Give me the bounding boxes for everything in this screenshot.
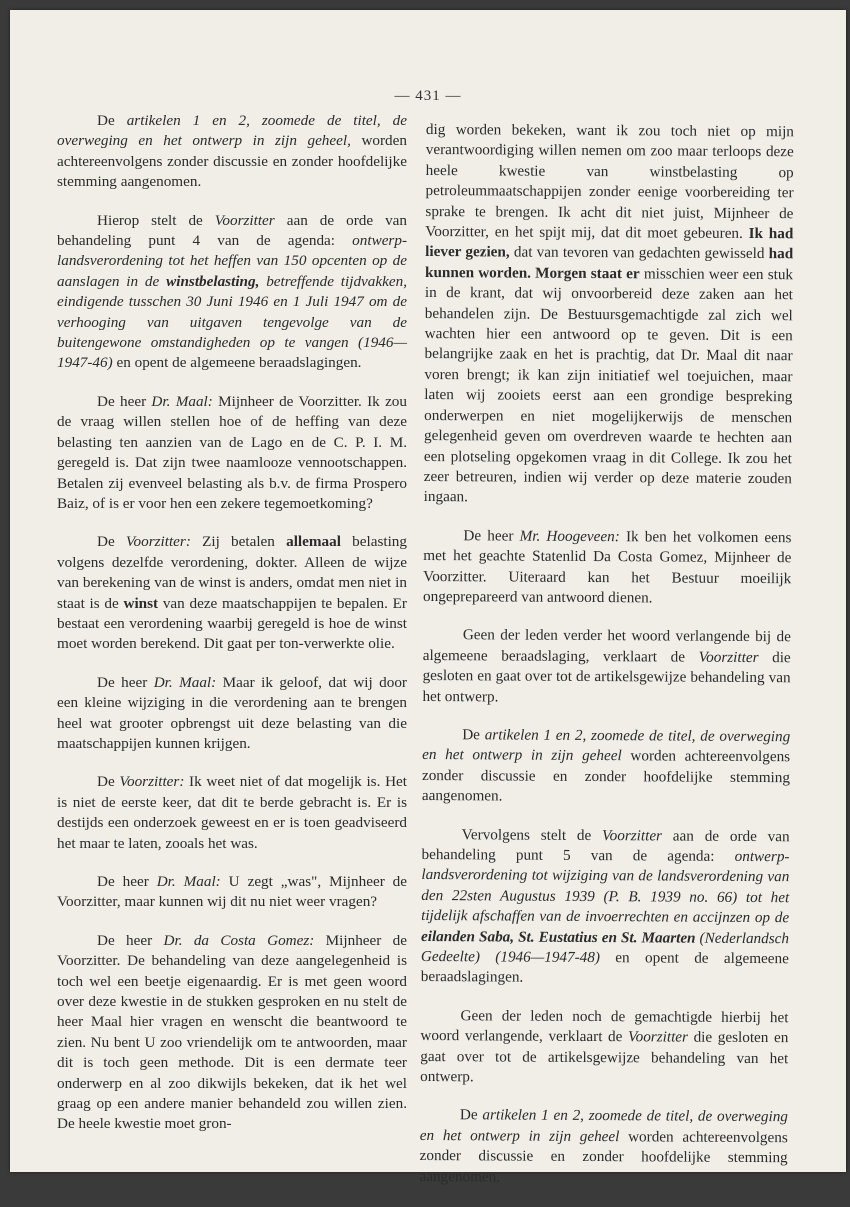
paragraph: Vervolgens stelt de Voorzitter aan de orde van behandeling punt 5 van de agenda: ontwerp-landsverordening tot wijziging van de landsverordening van den 22sten Augustus 1939 (P. B. 1939 no. 66) tot het tijdelijk afschaffen van de invoerrechten en accijnzen op de eilanden Saba, St. Eustatius en St. Maarten (Nederlandsch Gedeelte) (1946—1947-48) en opent de algemeene beraadslagingen. (420, 825, 790, 987)
paragraph: Geen der leden noch de gemachtigde hierbij het woord verlangende, verklaart de Voorzitter die gesloten en gaat over tot de artikelsgewijze behandeling van het ontwerp. (420, 1007, 789, 1086)
right-column (419, 120, 794, 1207)
paragraph: De heer Dr. da Costa Gomez: Mijnheer de Voorzitter. De behandeling van deze aangelegenheid is toch wel een beetje eigenaardig. Er is met geen woord over deze kwestie in de stukken gesproken en nu stelt de heer Maal hier vragen en wenscht die beantwoord te zien. Nu bent U zoo vriendelijk om te antwoorden, maar dit is toch geen methode. Dit is een dermate teer onderwerp en al zoo dikwijls bekeken, dat ik het wel graag op een andere manier behandeld zou willen zien. De heele kwestie moet gron- (57, 931, 407, 1133)
speaker-name: Dr. da Costa Gomez: (163, 931, 315, 949)
speaker-name: Dr. Maal: (156, 873, 221, 890)
speaker-name: Voorzitter (698, 648, 759, 666)
paragraph: De Voorzitter: Zij betalen allemaal belasting volgens dezelfde verordening, dokter. Alleen de wijze van berekening van de winst is anders, omdat men niet in staat is de winst van deze maatschappijen te bepalen. Er bestaat een verordening waarbij geregeld is hoe de winst moet worden berekend. Dit gaat per ton-verwerkte olie. (57, 533, 407, 653)
paragraph: De heer Dr. Maal: Maar ik geloof, dat wij door een kleine wijziging in die verordening aan te brengen heel wat grooter opbrengst uit deze belasting van die maatschappijen kunnen krijgen. (57, 673, 407, 752)
speaker-name: Dr. Maal: (151, 392, 213, 410)
speaker-name: Voorzitter: (119, 773, 185, 791)
speaker-name: Voorzitter (628, 1028, 689, 1046)
paragraph: Geen der leden verder het woord verlangende bij de algemeene beraadslaging, verklaart de Voorzitter die gesloten en gaat over tot de artikelsgewijze behandeling van het ontwerp. (422, 626, 791, 706)
speaker-name: Mr. Hoogeveen: (519, 527, 620, 545)
paragraph: De artikelen 1 en 2, zoomede de titel, de overweging en het ontwerp in zijn geheel, worden achtereenvolgens zonder discussie en zonder hoofdelijke stemming aangenomen. (57, 112, 407, 191)
speaker-name: Voorzitter (602, 826, 663, 845)
speaker-name: Voorzitter (214, 211, 275, 229)
paragraph: De artikelen 1 en 2, zoomede de titel, de overweging en het ontwerp in zijn geheel worden achtereenvolgens zonder discussie en zonder hoofdelijke stemming aangenomen. (421, 726, 791, 805)
document-page (10, 10, 846, 1186)
paragraph: De heer Dr. Maal: Mijnheer de Voorzitter. Ik zou de vraag willen stellen hoe of de heffing van deze belasting ten aanzien van de Lago en de C. P. I. M. geregeld is. Dat zijn twee naamlooze vennootschappen. Betalen zij evenveel belasting als b.v. de firma Prospero Baiz, of is er voor hen een zekere tegemoetkoming? (57, 392, 407, 512)
speaker-name: Voorzitter: (125, 533, 191, 551)
left-column (57, 111, 407, 1153)
paragraph: De artikelen 1 en 2, zoomede de titel, de overweging en het ontwerp in zijn geheel worden achtereenvolgens zonder discussie en zonder hoofdelijke stemming aangenomen. (419, 1106, 788, 1186)
paragraph: De heer Dr. Maal: U zegt „was", Mijnheer de Voorzitter, maar kunnen wij dit nu niet weer vragen? (57, 873, 408, 911)
speaker-name: Dr. Maal: (153, 673, 217, 691)
paragraph: De heer Mr. Hoogeveen: Ik ben het volkomen eens met het geachte Statenlid Da Costa Gomez, Mijnheer de Voorzitter. Uiteraard kan het Bestuur moeilijk ongeprepareerd van antwoord dienen. (423, 526, 792, 607)
paragraph: dig worden bekeken, want ik zou toch niet op mijn verantwoordiging willen nemen om zoo maar terloops deze heele kwestie van winstbelasting op petroleummaatschappijen zonder eenige voorbereiding ter sprake te brengen. Ik acht dit niet juist, Mijnheer de Voorzitter, en het spijt mij, dat dit moet gebeuren. Ik had liever gezien, dat van tevoren van gedachten gewisseld had kunnen worden. Morgen staat er misschien weer een stuk in de krant, dat wij onvoorbereid deze zaken aan het behandelen zijn. De Bestuursgemachtigde zal zich wel wachten hier een antwoord op te geven. Dit is een belangrijke zaak en het is prachtig, dat Dr. Maal dit naar voren brengt; ik kan zijn initiatief wel toejuichen, maar laten wij zooiets eerst aan een grondige bespreking onderwerpen en niet mogelijkerwijs de menschen gelegenheid geven om overdreven waarde te hechten aan een plotseling opgekomen vraag in dit College. Ik zou het zeer betreuren, indien wij verder op deze materie zouden ingaan. (423, 120, 794, 506)
paragraph: De Voorzitter: Ik weet niet of dat mogelijk is. Het is niet de eerste keer, dat dit te berde gebracht is. Er is destijds een onderzoek geweest en er is toen geadviseerd het maar te laten, zooals het was. (57, 773, 407, 852)
page-number: — 431 — (394, 88, 462, 104)
paragraph: Hierop stelt de Voorzitter aan de orde van behandeling punt 4 van de agenda: ontwerp-landsverordening tot het heffen van 150 opcenten op de aanslagen in de winstbelasting, betreffende tijdvakken, eindigende tusschen 30 Juni 1946 en 1 Juli 1947 om de verhooging van uitgaven tengevolge van de buitengewone omstandigheden op te vangen (1946—1947-46) en opent de algemeene beraadslagingen. (57, 211, 408, 372)
